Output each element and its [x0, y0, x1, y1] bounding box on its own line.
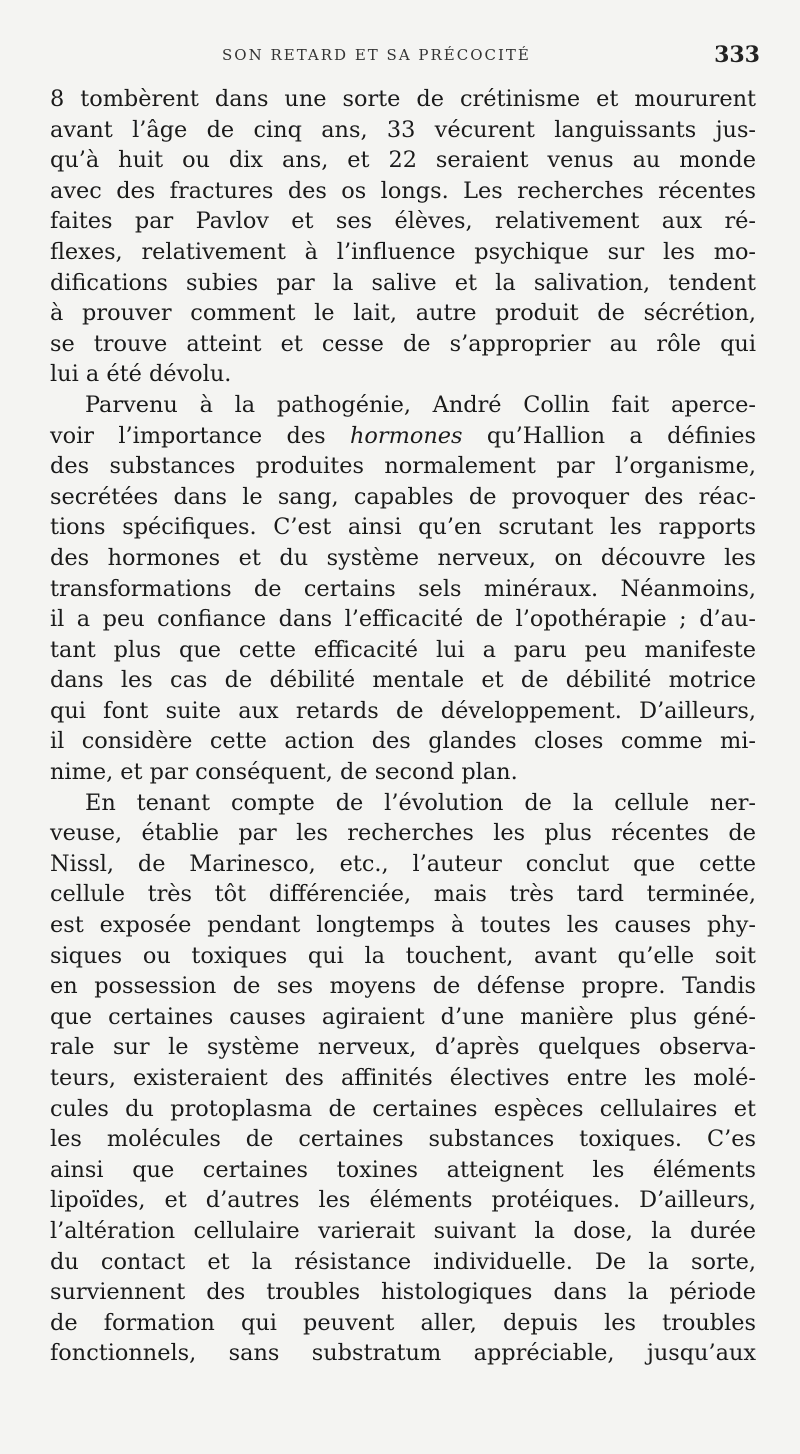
text-line: les molécules de certaines substances toxiques. C’es — [50, 1126, 756, 1153]
text-line: est exposée pendant longtemps à toutes les causes phy- — [50, 912, 756, 939]
text-line: fonctionnels, sans substratum appréciable, jusqu’aux — [50, 1340, 756, 1367]
text-line: il considère cette action des glandes closes comme mi- — [50, 728, 756, 755]
text-line: qu’à huit ou dix ans, et 22 seraient venus au monde — [50, 147, 756, 174]
text-fragment: qu’Hallion a définies — [486, 422, 757, 449]
text-line: nime, et par conséquent, de second plan. — [50, 759, 518, 786]
running-title: SON RETARD ET SA PRÉCOCITÉ — [222, 46, 531, 64]
text-line: que certaines causes agiraient d’une manière plus géné- — [50, 1003, 756, 1030]
text-line: dans les cas de débilité mentale et de débilité motrice — [50, 667, 756, 694]
text-line: l’altération cellulaire varierait suivant la dose, la durée — [50, 1217, 756, 1244]
text-line: de formation qui peuvent aller, depuis les troubles — [50, 1309, 756, 1336]
text-line: rale sur le système nerveux, d’après quelques observa- — [50, 1034, 756, 1061]
text-line: cules du protoplasma de certaines espèces cellulaires et — [50, 1095, 756, 1122]
text-line: transformations de certains sels minéraux. Néanmoins, — [50, 575, 756, 602]
text-line: tant plus que cette efficacité lui a paru peu manifeste — [50, 636, 756, 663]
text-line: lipoïdes, et d’autres les éléments protéiques. D’ailleurs, — [50, 1187, 756, 1214]
text-line: faites par Pavlov et ses élèves, relativement aux ré- — [50, 208, 756, 235]
paragraph-2 — [50, 390, 756, 788]
text-line: tions spécifiques. C’est ainsi qu’en scrutant les rapports — [50, 514, 756, 541]
text-line: il a peu confiance dans l’efficacité de l’opothérapie ; d’au- — [50, 606, 756, 633]
running-head — [0, 42, 800, 72]
text-line: difications subies par la salive et la salivation, tendent — [50, 269, 756, 296]
text-line: avant l’âge de cinq ans, 33 vécurent languissants jus- — [50, 116, 756, 143]
paragraph-1 — [50, 84, 756, 390]
text-line: flexes, relativement à l’influence psychique sur les mo- — [50, 238, 756, 265]
emphasized-term: hormones — [350, 422, 463, 449]
text-line: à prouver comment le lait, autre produit de sécrétion, — [50, 300, 756, 327]
text-line: cellule très tôt différenciée, mais très tard terminée, — [50, 881, 756, 908]
text-line: siques ou toxiques qui la touchent, avant qu’elle soit — [50, 942, 756, 969]
text-line: veuse, établie par les recherches les plus récentes de — [50, 820, 756, 847]
text-line: qui font suite aux retards de développement. D’ailleurs, — [50, 697, 756, 724]
text-line: avec des fractures des os longs. Les recherches récentes — [50, 177, 756, 204]
text-line: 8 tombèrent dans une sorte de crétinisme et moururent — [50, 86, 756, 112]
body-text — [50, 84, 756, 1369]
text-line: du contact et la résistance individuelle. De la sorte, — [50, 1248, 756, 1275]
text-line: En tenant compte de l’évolution de la cellule ner- — [85, 789, 756, 816]
text-line: des hormones et du système nerveux, on découvre les — [50, 544, 756, 571]
text-line: lui a été dévolu. — [50, 361, 232, 388]
text-line: Nissl, de Marinesco, etc., l’auteur conclut que cette — [50, 850, 756, 877]
text-line: des substances produites normalement par l’organisme, — [50, 453, 756, 480]
text-line: se trouve atteint et cesse de s’approprier au rôle qui — [50, 330, 756, 357]
text-line: ainsi que certaines toxines atteignent les éléments — [50, 1156, 756, 1183]
paragraph-3 — [50, 788, 756, 1369]
text-line: secrétées dans le sang, capables de provoquer des réac- — [50, 483, 756, 510]
text-line: Parvenu à la pathogénie, André Collin fait aperce- — [85, 391, 756, 418]
text-line: surviennent des troubles histologiques dans la période — [50, 1279, 756, 1306]
text-line: teurs, existeraient des affinités électives entre les molé- — [50, 1065, 756, 1091]
text-line: en possession de ses moyens de défense propre. Tandis — [50, 973, 756, 1000]
text-line — [50, 421, 756, 452]
page-number: 333 — [714, 42, 760, 68]
text-fragment: voir l’importance des — [50, 422, 326, 449]
